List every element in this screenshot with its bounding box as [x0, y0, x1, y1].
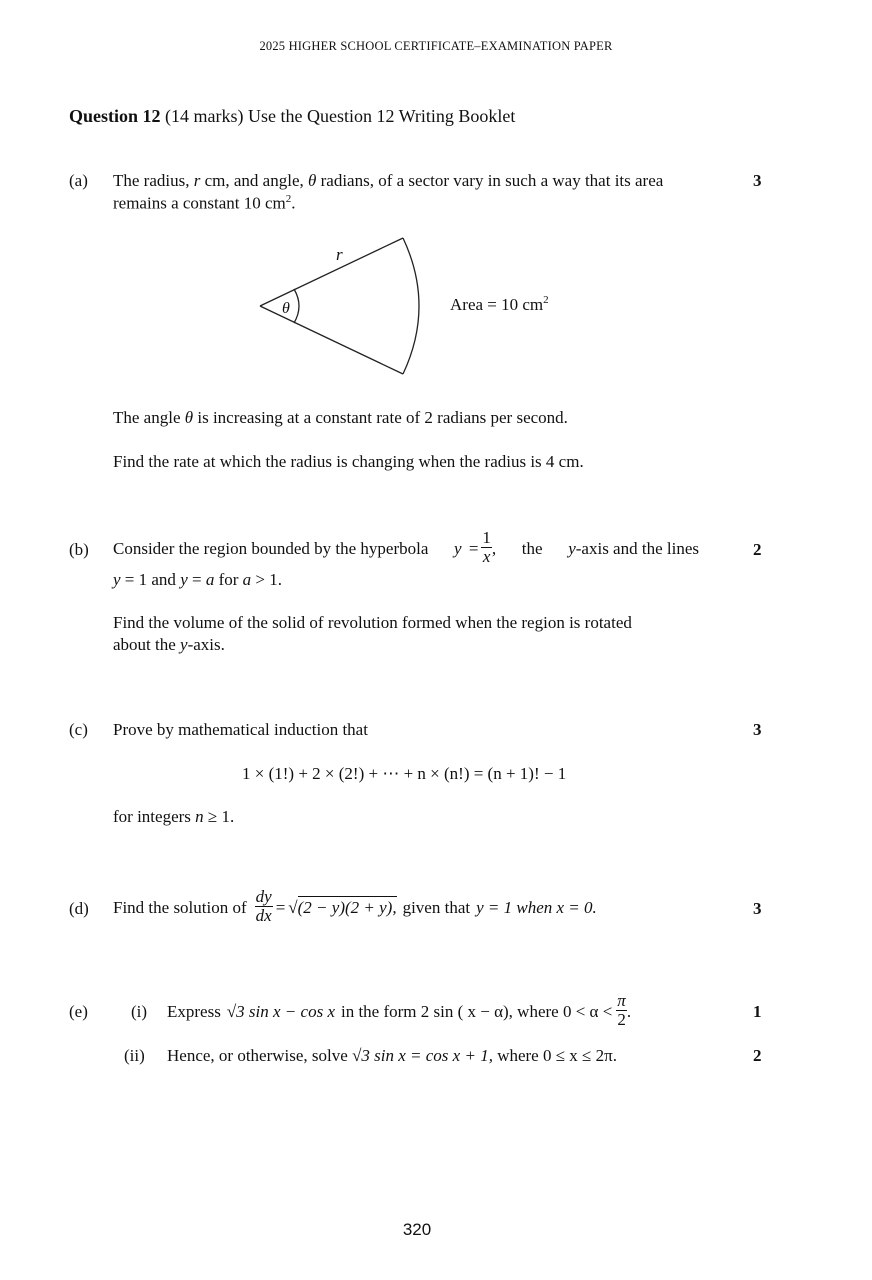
part-e-ii-line: Hence, or otherwise, solve √3 sin x = cos x + 1, where 0 ≤ x ≤ 2π. — [167, 1046, 617, 1065]
question-instruction: Use the Question 12 Writing Booklet — [248, 106, 516, 126]
part-b-marks: 2 — [753, 540, 762, 559]
part-d-label: (d) — [69, 899, 89, 918]
area-label: Area = 10 $cm^2$ — [450, 294, 549, 314]
page-number: 320 — [402, 1220, 432, 1239]
radius-label: r — [336, 245, 343, 264]
part-e-ii-label: (ii) — [124, 1046, 145, 1065]
part-c-marks: 3 — [753, 720, 762, 739]
part-a-label: (a) — [69, 171, 88, 190]
sqrt3-expression-i: √3 sin x − cos x — [226, 1001, 335, 1021]
part-a-line1: The radius, r cm, and angle, θ radians, of a sector vary in such a way that its area — [113, 171, 664, 190]
part-e-i-label: (i) — [131, 1002, 148, 1021]
part-b-line2: y = 1 and y = a for a > 1. — [113, 570, 282, 589]
part-b-para-line2: about the y-axis. — [113, 635, 225, 654]
part-a-marks: 3 — [753, 171, 762, 190]
part-e-i-marks: 1 — [753, 1002, 762, 1021]
part-e-ii-marks: 2 — [753, 1046, 762, 1065]
sector-diagram — [250, 228, 580, 388]
part-d-marks: 3 — [753, 899, 762, 918]
part-e-i-line: Express √3 sin x − cos x in the form 2 sin ( x − α), where 0 < α < $\frac{\pi}{2}$ . — [167, 990, 632, 1029]
pi-over-2-fraction: $\frac{\pi}{2}$ — [617, 990, 626, 1029]
question-marks: (14 marks) — [165, 106, 244, 126]
derivative-fraction: $\frac{dy}{dx}$ — [255, 886, 272, 925]
part-b-line1: Consider the region bounded by the hyperbola y = $\frac{1}{x}$ , the y-axis and the lines — [113, 527, 699, 566]
part-c-equation: 1 × (1!) + 2 × (2!) + ⋯ + n × (n!) = (n + 1)! − 1 — [242, 764, 567, 783]
sqrt-expression: √(2 − y)(2 + y), — [288, 897, 397, 917]
part-e-label: (e) — [69, 1002, 88, 1021]
question-number: Question 12 — [69, 106, 161, 126]
question-heading — [69, 107, 515, 125]
part-a-line2: remains a constant 10 $cm^2$. — [113, 193, 296, 213]
hyperbola-fraction: $\frac{1}{x}$ — [482, 527, 491, 566]
exam-header: 2025 HIGHER SCHOOL CERTIFICATE–EXAMINATION PAPER — [259, 39, 613, 53]
part-c-line1: Prove by mathematical induction that — [113, 720, 368, 739]
part-c-after: for integers n ≥ 1. — [113, 807, 235, 826]
part-d-line: Find the solution of $\frac{dy}{dx}$ = √(2 − y)(2 + y), given that y = 1 when x = 0. — [113, 886, 597, 925]
theta-label: θ — [282, 300, 290, 317]
sqrt3-expression-ii: √3 sin x = cos x + 1, — [352, 1046, 493, 1065]
part-a-para2: Find the rate at which the radius is changing when the radius is 4 cm. — [113, 452, 584, 471]
part-b-para-line1: Find the volume of the solid of revolution formed when the region is rotated — [113, 613, 632, 632]
part-a-para1: The angle θ is increasing at a constant rate of 2 radians per second. — [113, 408, 568, 427]
part-c-label: (c) — [69, 720, 88, 739]
part-b-label: (b) — [69, 540, 89, 559]
